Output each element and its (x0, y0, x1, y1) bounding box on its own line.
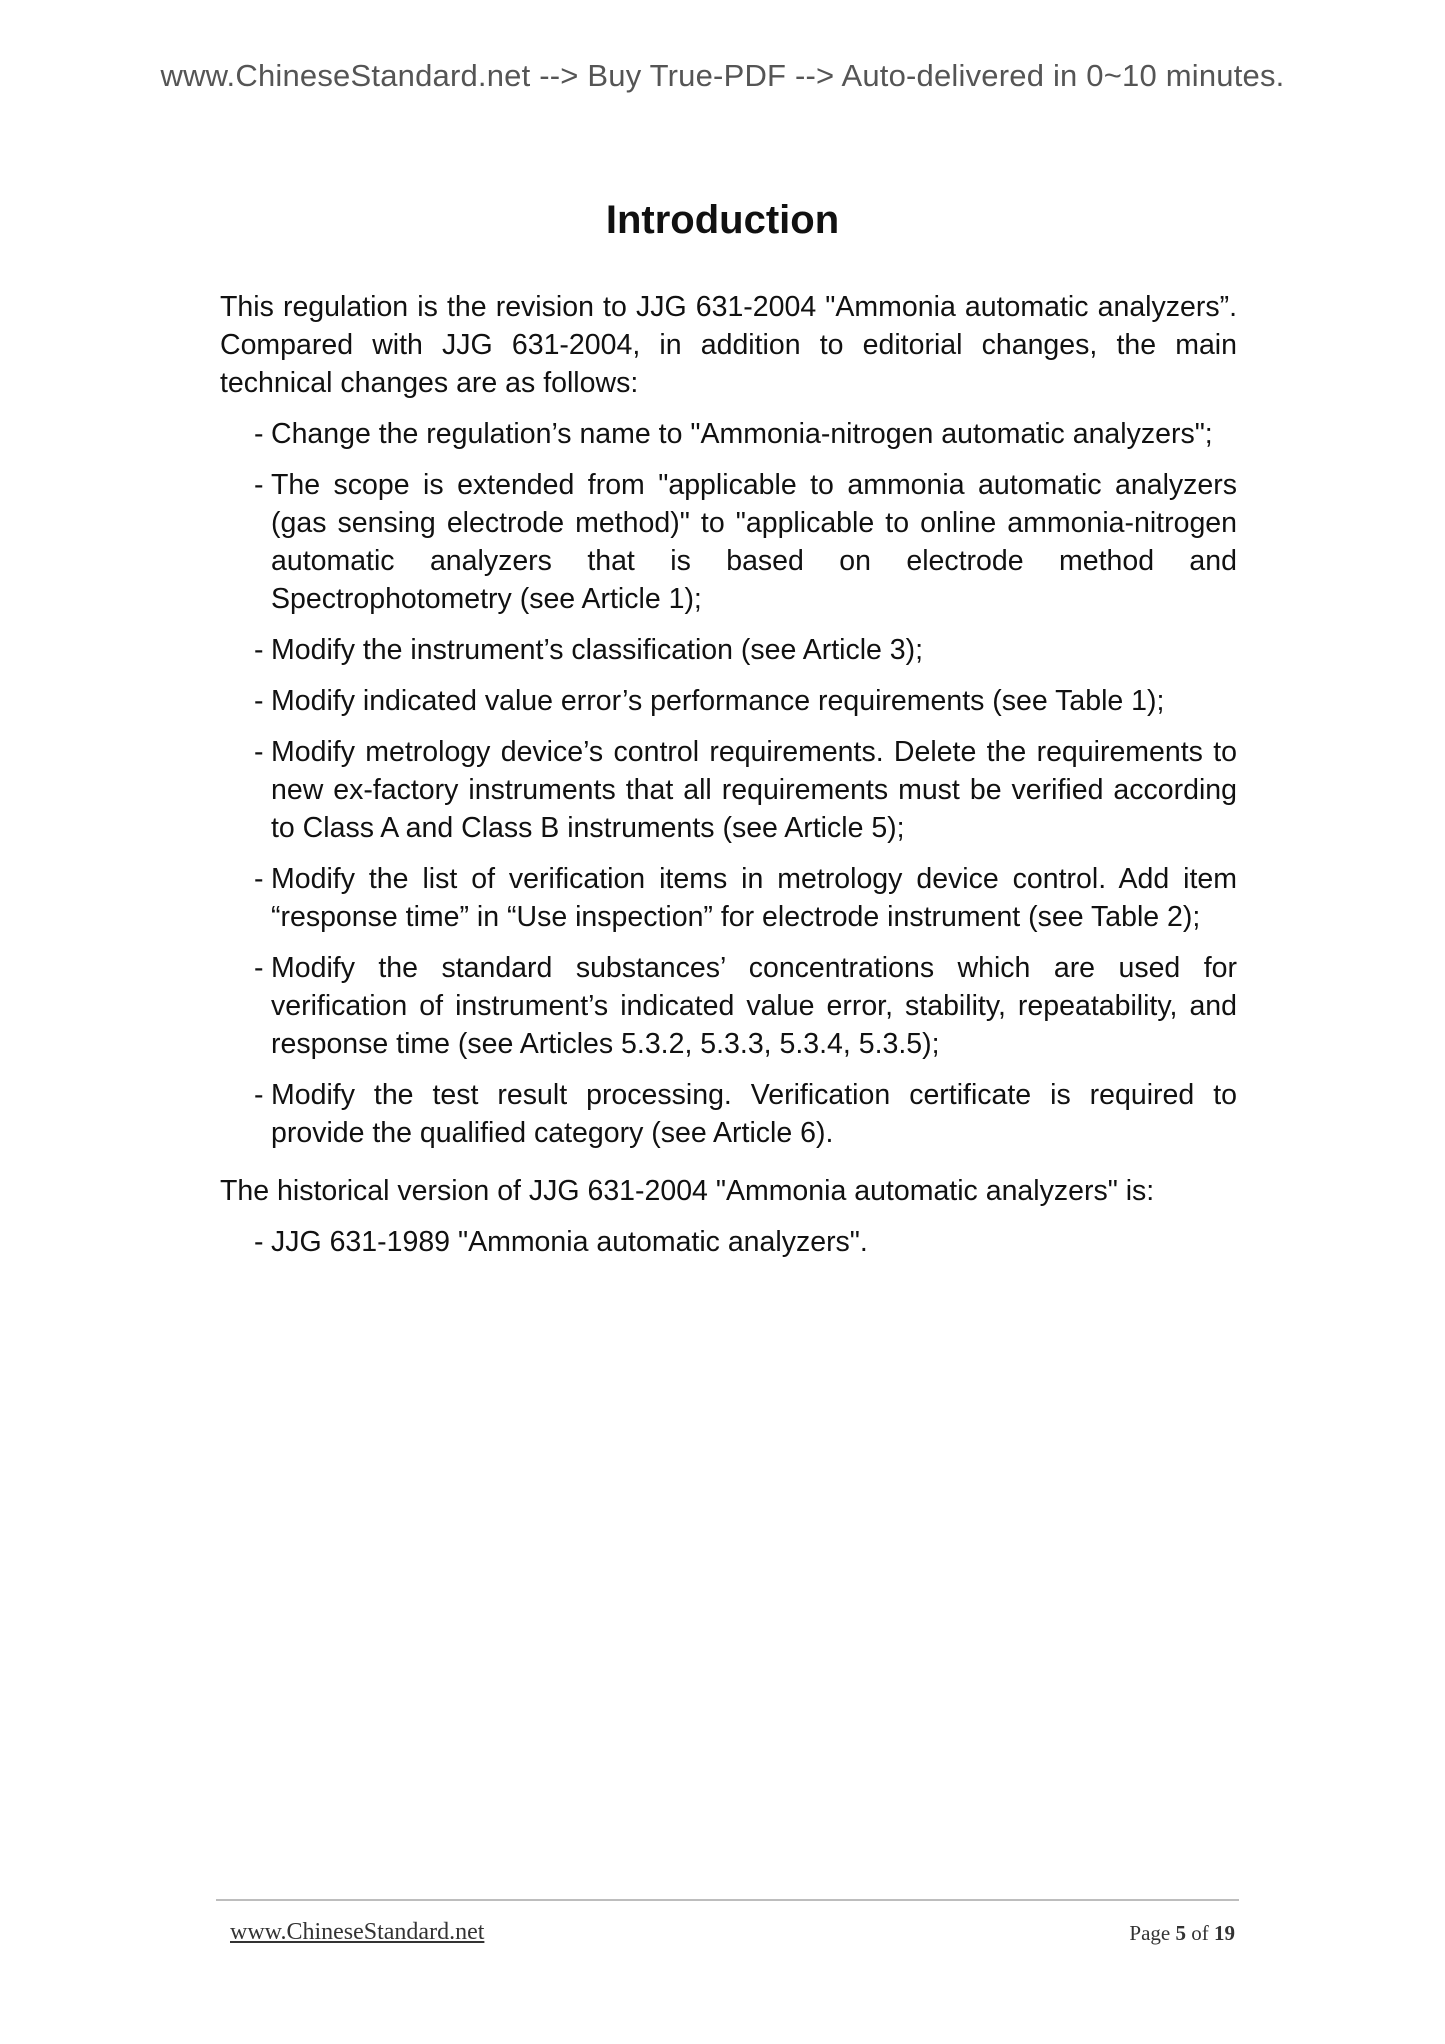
list-item (254, 415, 1237, 453)
list-item-text: Modify the test result processing. Verification certificate is required to provide the qualified category (see Article 6). (271, 1079, 1237, 1149)
list-item (254, 1223, 1237, 1261)
page-number (1129, 1921, 1235, 1946)
top-banner: www.ChineseStandard.net --> Buy True-PDF --> Auto-delivered in 0~10 minutes. (160, 58, 1285, 93)
list-item-text: Change the regulation’s name to "Ammonia-nitrogen automatic analyzers"; (271, 418, 1213, 450)
list-item (254, 631, 1237, 669)
list-item-text: Modify the instrument’s classification (see Article 3); (271, 634, 924, 666)
list-item-text: JJG 631-1989 "Ammonia automatic analyzers". (271, 1226, 868, 1258)
list-item (254, 949, 1237, 1063)
list-item (254, 682, 1237, 720)
bullet-dash: - (254, 634, 264, 666)
bullet-dash: - (254, 1226, 264, 1258)
list-item (254, 466, 1237, 618)
history-list (220, 1223, 1237, 1261)
page-current: 5 (1175, 1921, 1186, 1945)
changes-list (220, 415, 1237, 1152)
list-item-text: Modify the list of verification items in metrology device control. Add item “response time” in “Use inspection” for electrode instrument (see Table 2); (271, 863, 1237, 933)
bullet-dash: - (254, 863, 264, 895)
list-item-text: Modify the standard substances’ concentrations which are used for verification of instrument’s indicated value error, stability, repeatability, and response time (see Articles 5.3.2, 5.3.3, 5.3.4, 5.3.5); (271, 952, 1237, 1060)
page-label: Page (1129, 1921, 1171, 1945)
intro-paragraph: This regulation is the revision to JJG 631-2004 "Ammonia automatic analyzers”. Compared with JJG 631-2004, in addition to editorial changes, the main technical changes are as follows: (220, 291, 1237, 399)
list-item (254, 1076, 1237, 1152)
bullet-dash: - (254, 418, 264, 450)
page-total: 19 (1214, 1921, 1235, 1945)
list-item-text: The scope is extended from "applicable to ammonia automatic analyzers (gas sensing electrode method)" to "applicable to online ammonia-nitrogen automatic analyzers that is based on electrode method and Spectrophotometry (see Article 1); (271, 469, 1237, 615)
list-item-text: Modify metrology device’s control requirements. Delete the requirements to new ex-factory instruments that all requirements must be verified according to Class A and Class B instruments (see Article 5); (271, 736, 1237, 844)
history-paragraph: The historical version of JJG 631-2004 "Ammonia automatic analyzers" is: (220, 1175, 1155, 1207)
list-item-text: Modify indicated value error’s performance requirements (see Table 1); (271, 685, 1165, 717)
page-of: of (1191, 1921, 1209, 1945)
bullet-dash: - (254, 469, 264, 501)
list-item (254, 860, 1237, 936)
bullet-dash: - (254, 685, 264, 717)
page-title: Introduction (605, 198, 840, 242)
list-item (254, 733, 1237, 847)
footer-divider (216, 1899, 1239, 1901)
footer-website-link[interactable]: www.ChineseStandard.net (230, 1919, 485, 1945)
bullet-dash: - (254, 952, 264, 984)
bullet-dash: - (254, 1079, 264, 1111)
document-body (220, 288, 1237, 1274)
bullet-dash: - (254, 736, 264, 768)
